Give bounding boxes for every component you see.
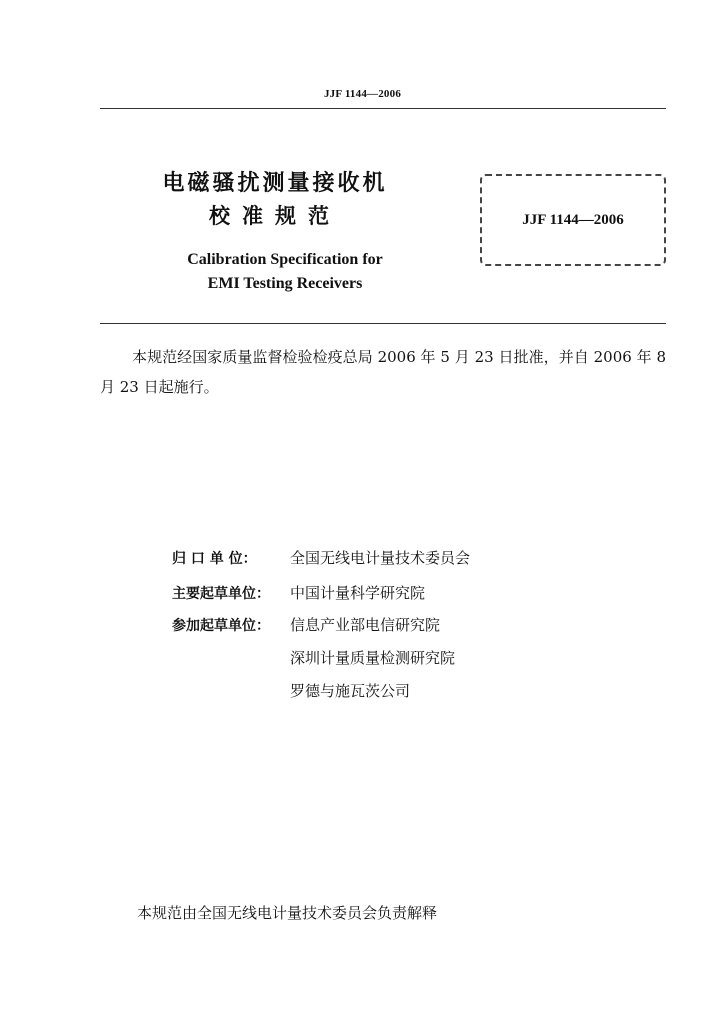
org-row-participating-3 xyxy=(290,678,410,704)
main-drafter-label: 主要起草单位： xyxy=(172,586,270,602)
document-code-box-text: JJF 1144—2006 xyxy=(522,212,624,228)
interpretation-note: 本规范由全国无线电计量技术委员会负责解释 xyxy=(137,904,438,922)
org-row-participating xyxy=(172,612,440,638)
approval-paragraph xyxy=(100,342,666,402)
header-rule xyxy=(100,108,666,109)
header-document-code: JJF 1144—2006 xyxy=(323,88,402,100)
org-row-main-drafter xyxy=(172,580,425,606)
title-rule xyxy=(100,323,666,324)
title-chinese-line1: 电磁骚扰测量接收机 xyxy=(162,171,388,196)
participating-drafter-name: 深圳计量质量检测研究院 xyxy=(290,649,456,667)
participating-drafter-label: 参加起草单位： xyxy=(172,618,270,634)
org-row-responsible xyxy=(172,545,470,571)
title-english-line2: EMI Testing Receivers xyxy=(207,275,363,292)
approval-text: 本规范经国家质量监督检验检疫总局 2006 年 5 月 23 日批准，并自 2006 年 8 月 23 日起施行。 xyxy=(100,348,666,396)
responsible-unit-label: 归 口 单 位： xyxy=(172,551,257,567)
org-row-participating-2 xyxy=(290,645,455,671)
participating-drafter-name: 罗德与施瓦茨公司 xyxy=(290,682,411,700)
main-drafter-name: 中国计量科学研究院 xyxy=(290,584,426,602)
title-english-line1: Calibration Specification for xyxy=(187,251,383,268)
title-chinese-line2: 校准规范 xyxy=(209,204,341,228)
document-code-box xyxy=(480,174,666,266)
responsible-unit-name: 全国无线电计量技术委员会 xyxy=(290,549,471,567)
participating-drafter-name: 信息产业部电信研究院 xyxy=(290,616,441,634)
